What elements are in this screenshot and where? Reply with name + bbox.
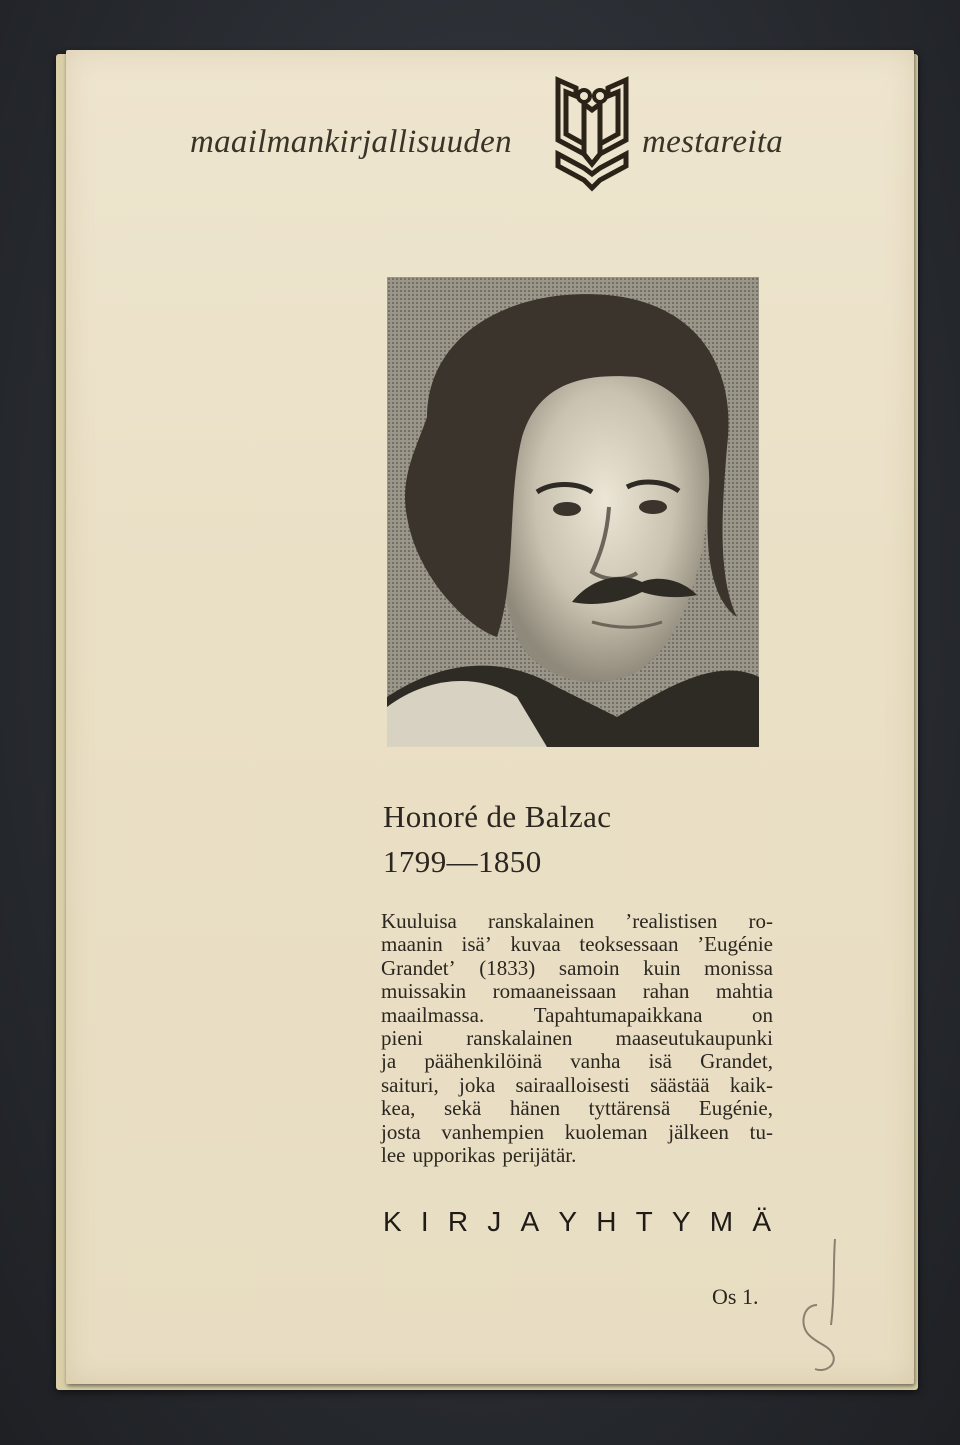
publisher-letter: M bbox=[709, 1206, 734, 1237]
blurb-word: ranskalainen bbox=[487, 909, 595, 933]
blurb-word: maanin bbox=[381, 932, 443, 957]
author-portrait-engraving bbox=[387, 277, 759, 747]
blurb-word: teoksessaan bbox=[579, 932, 679, 957]
blurb-line bbox=[381, 910, 773, 933]
blurb-word: Grandet’ bbox=[381, 955, 456, 980]
blurb-word: ja bbox=[381, 1049, 397, 1074]
blurb-word: samoin bbox=[558, 955, 620, 980]
blurb-word: päähenkilöinä bbox=[424, 1049, 543, 1074]
blurb-word: ’Eugénie bbox=[697, 932, 773, 957]
author-years: 1799—1850 bbox=[383, 844, 542, 879]
blurb-word: isä’ bbox=[461, 932, 492, 957]
blurb-word: lee bbox=[381, 1143, 406, 1168]
publisher-letter: K bbox=[383, 1206, 402, 1237]
blurb-word: ranskalainen bbox=[466, 1026, 573, 1051]
blurb-word: maaseutukaupunki bbox=[615, 1026, 773, 1051]
blurb-word: hänen bbox=[509, 1096, 561, 1121]
blurb-line bbox=[381, 1097, 773, 1120]
blurb-word: Grandet, bbox=[700, 1049, 773, 1074]
blurb-line bbox=[381, 1027, 773, 1050]
blurb-word: kea, bbox=[381, 1096, 416, 1121]
blurb-word: upporikas bbox=[412, 1143, 496, 1168]
blurb-word: saituri, bbox=[381, 1072, 439, 1097]
series-title-right: mestareita bbox=[642, 124, 784, 160]
owl-book-logo-icon bbox=[554, 74, 630, 194]
blurb-line bbox=[381, 933, 773, 956]
publisher-name bbox=[383, 1206, 771, 1238]
author-portrait bbox=[387, 277, 759, 747]
blurb-word: Kuuluisa bbox=[381, 909, 457, 933]
publisher-letter: Y bbox=[558, 1206, 578, 1237]
blurb-word: on bbox=[751, 1002, 773, 1027]
blurb-word: vanha bbox=[570, 1049, 621, 1074]
blurb-word: monissa bbox=[704, 955, 773, 980]
blurb-word: kuin bbox=[643, 955, 681, 980]
publisher-letter: I bbox=[420, 1206, 429, 1237]
blurb-word: mahtia bbox=[715, 979, 773, 1004]
series-title-left: maailmankirjallisuuden bbox=[190, 124, 512, 160]
publisher-letter: J bbox=[487, 1206, 502, 1237]
publisher-letter: A bbox=[520, 1206, 540, 1237]
blurb-word: Eugénie, bbox=[698, 1096, 773, 1121]
blurb-word: vanhempien bbox=[441, 1119, 545, 1144]
book-blurb bbox=[381, 910, 773, 1167]
blurb-word: joka bbox=[459, 1072, 496, 1097]
blurb-word: kaik- bbox=[729, 1072, 773, 1097]
blurb-word: ro- bbox=[748, 909, 773, 933]
blurb-word: tu- bbox=[749, 1119, 773, 1144]
blurb-word: perijätär. bbox=[502, 1143, 577, 1168]
publisher-letter: Y bbox=[671, 1206, 691, 1237]
author-name: Honoré de Balzac bbox=[383, 799, 612, 834]
blurb-line bbox=[381, 1050, 773, 1073]
blurb-word: tyttärensä bbox=[588, 1096, 671, 1121]
blurb-word: kuvaa bbox=[510, 932, 561, 957]
blurb-word: Tapahtumapaikkana bbox=[533, 1002, 703, 1027]
blurb-word: romaaneissaan bbox=[492, 979, 617, 1004]
blurb-line bbox=[381, 1121, 773, 1144]
blurb-word: josta bbox=[381, 1119, 421, 1144]
blurb-word: (1833) bbox=[479, 955, 536, 980]
blurb-word: kuoleman bbox=[564, 1119, 648, 1144]
blurb-line bbox=[381, 1144, 773, 1167]
catalog-number: Os 1. bbox=[712, 1284, 759, 1309]
publisher-letter: Ä bbox=[752, 1206, 771, 1237]
pencil-mark bbox=[795, 1235, 855, 1375]
blurb-word: jälkeen bbox=[668, 1119, 729, 1144]
blurb-word: rahan bbox=[642, 979, 690, 1004]
blurb-word: muissakin bbox=[381, 979, 467, 1004]
blurb-word: ’realistisen bbox=[625, 909, 718, 933]
blurb-word: isä bbox=[648, 1049, 672, 1074]
blurb-word: sekä bbox=[444, 1096, 482, 1121]
blurb-line bbox=[381, 957, 773, 980]
blurb-word: maailmassa. bbox=[381, 1002, 485, 1027]
blurb-line bbox=[381, 1004, 773, 1027]
publisher-letter: H bbox=[596, 1206, 617, 1237]
blurb-word: pieni bbox=[381, 1026, 423, 1051]
blurb-line bbox=[381, 980, 773, 1003]
blurb-word: säästää bbox=[650, 1072, 710, 1097]
publisher-letter: R bbox=[447, 1206, 469, 1237]
publisher-letter: T bbox=[635, 1206, 653, 1237]
blurb-word: sairaalloisesti bbox=[515, 1072, 630, 1097]
blurb-line bbox=[381, 1074, 773, 1097]
